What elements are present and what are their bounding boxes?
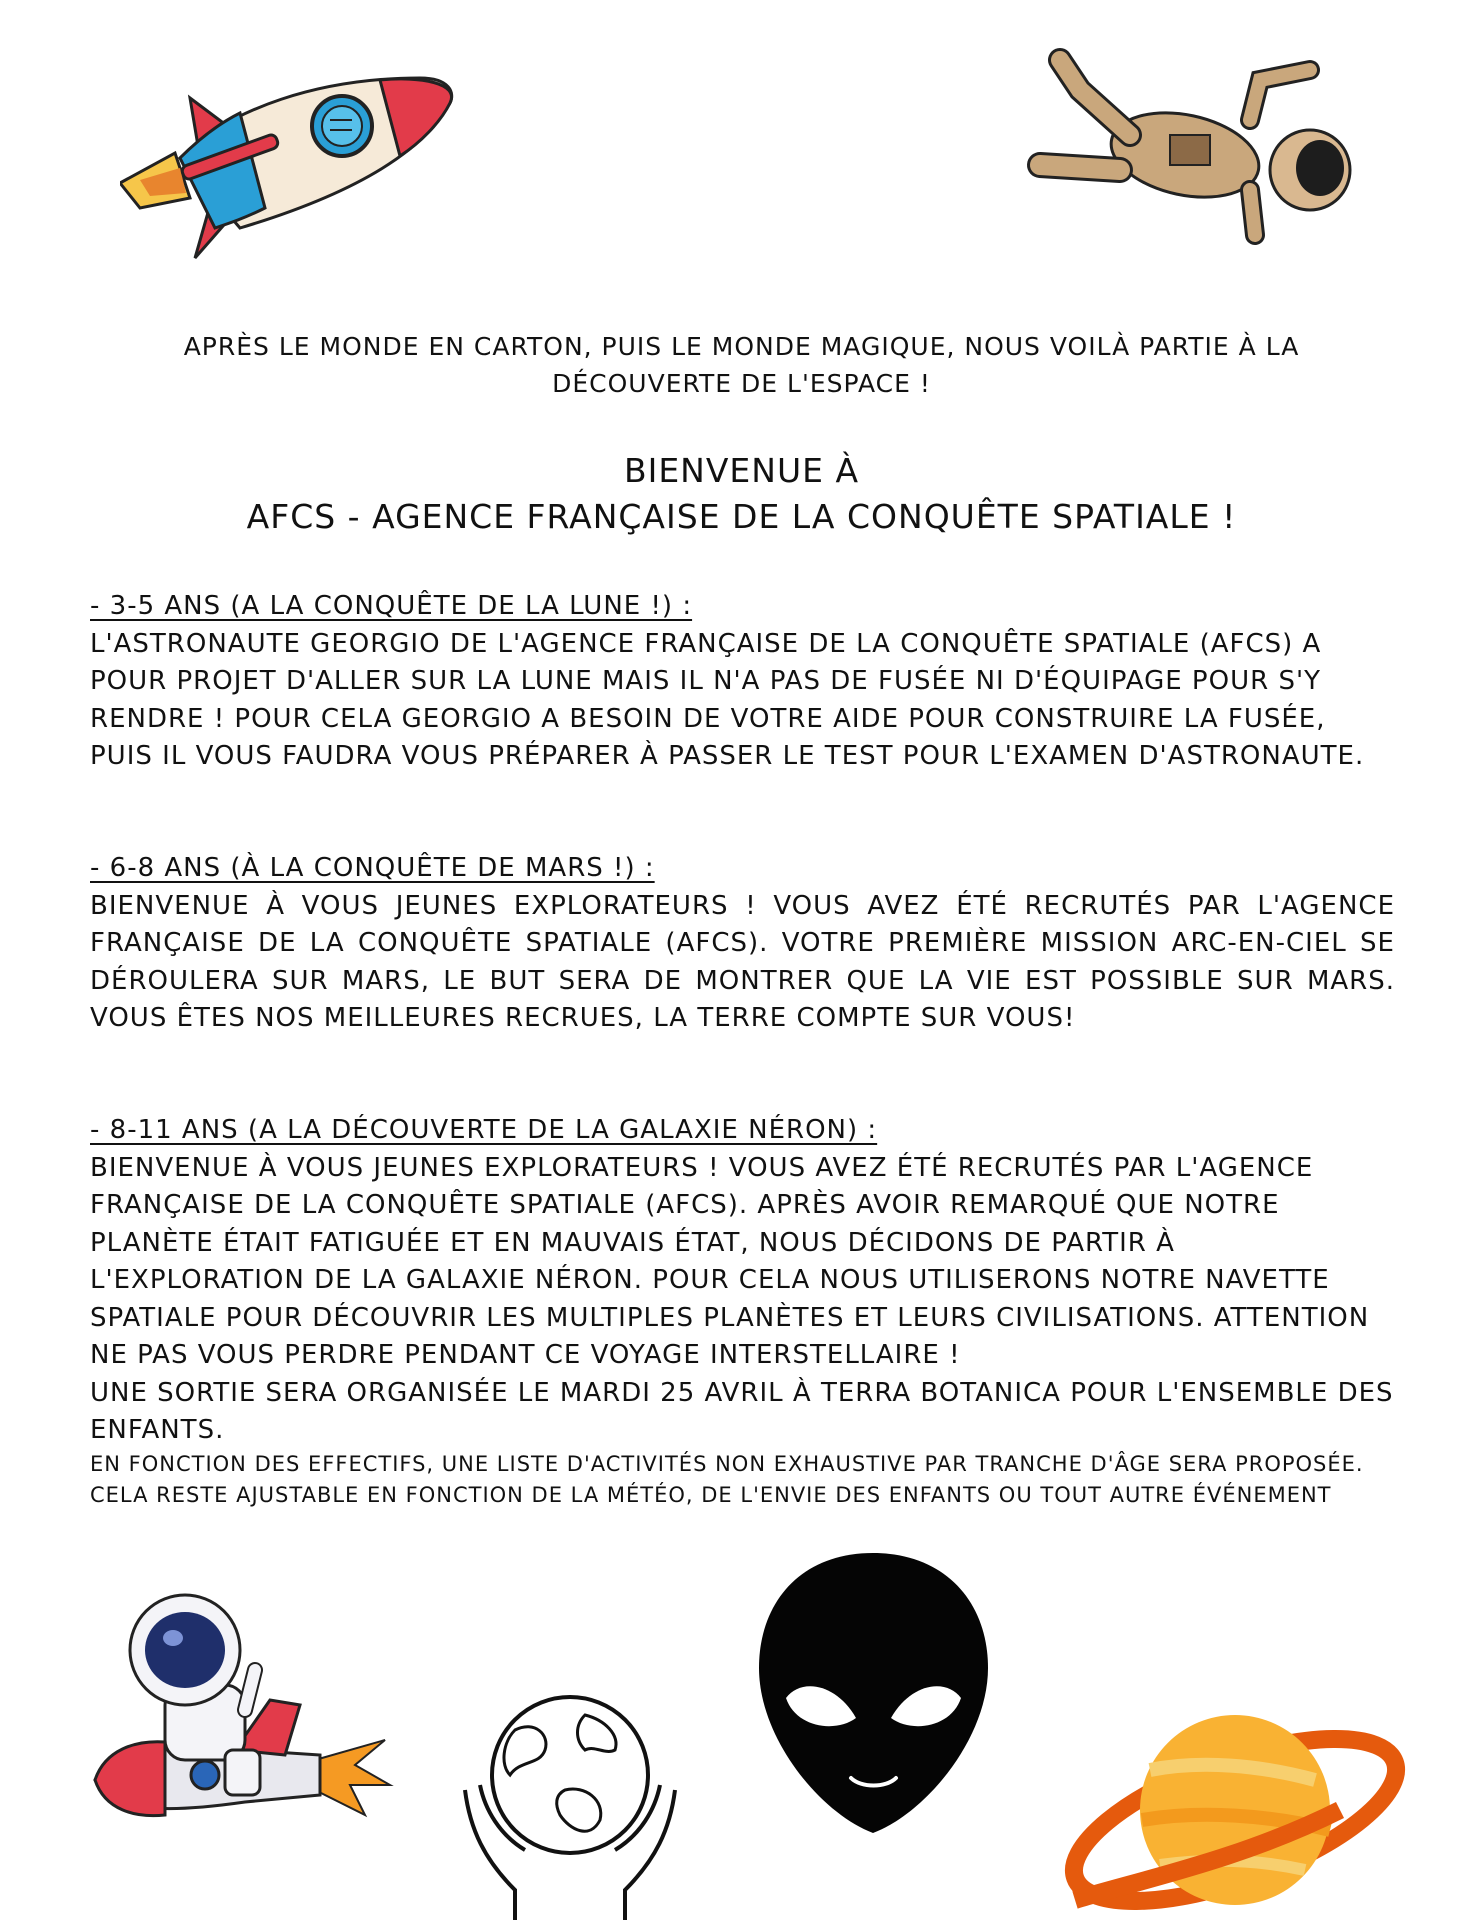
welcome-line-1: BIENVENUE À bbox=[623, 451, 860, 490]
welcome-block bbox=[100, 448, 1383, 540]
alien-head-icon bbox=[756, 1548, 991, 1838]
section-body: BIENVENUE À VOUS JEUNES EXPLORATEURS ! VOUS AVEZ ÉTÉ RECRUTÉS PAR L'AGENCE FRANÇAISE DE LA CONQUÊTE SPATIALE (AFCS). VOTRE PREMIÈRE MISSION ARC-EN-CIEL SE DÉROULERA SUR MARS, LE BUT SERA DE MONTRER QUE LA VIE EST POSSIBLE SUR MARS. VOUS ÊTES NOS MEILLEURES RECRUES, LA TERRE COMPTE SUR VOUS! bbox=[90, 890, 1395, 1033]
section-3-5-ans bbox=[90, 588, 1395, 776]
astronaut-on-rocket-icon bbox=[85, 1590, 395, 1840]
welcome-title: AFCS - AGENCE FRANÇAISE DE LA CONQUÊTE SPATIALE ! bbox=[246, 497, 1237, 536]
rocket-icon bbox=[120, 68, 460, 268]
section-heading: - 8-11 ANS (A LA DÉCOUVERTE DE LA GALAXIE NÉRON) : bbox=[90, 1115, 878, 1145]
floating-astronaut-icon bbox=[1020, 40, 1370, 250]
section-body: BIENVENUE À VOUS JEUNES EXPLORATEURS ! VOUS AVEZ ÉTÉ RECRUTÉS PAR L'AGENCE FRANÇAISE DE LA CONQUÊTE SPATIALE (AFCS). APRÈS AVOIR REMARQUÉ QUE NOTRE PLANÈTE ÉTAIT FATIGUÉE ET EN MAUVAIS ÉTAT, NOUS DÉCIDONS DE PARTIR À L'EXPLORATION DE LA GALAXIE NÉRON. POUR CELA NOUS UTILISERONS NOTRE NAVETTE SPATIALE POUR DÉCOUVRIR LES MULTIPLES PLANÈTES ET LEURS CIVILISATIONS. ATTENTION NE PAS VOUS PERDRE PENDANT CE VOYAGE INTERSTELLAIRE ! bbox=[90, 1152, 1370, 1370]
section-body: L'ASTRONAUTE GEORGIO DE L'AGENCE FRANÇAISE DE LA CONQUÊTE SPATIALE (AFCS) A POUR PROJET D'ALLER SUR LA LUNE MAIS IL N'A PAS DE FUSÉE NI D'ÉQUIPAGE POUR S'Y RENDRE ! POUR CELA GEORGIO A BESOIN DE VOTRE AIDE POUR CONSTRUIRE LA FUSÉE, PUIS IL VOUS FAUDRA VOUS PRÉPARER À PASSER LE TEST POUR L'EXAMEN D'ASTRONAUTE. bbox=[90, 628, 1365, 771]
section-heading: - 6-8 ANS (À LA CONQUÊTE DE MARS !) : bbox=[90, 853, 655, 883]
intro-text: APRÈS LE MONDE EN CARTON, PUIS LE MONDE MAGIQUE, NOUS VOILÀ PARTIE À LA DÉCOUVERTE DE L'ESPACE ! bbox=[183, 332, 1300, 398]
section-6-8-ans bbox=[90, 850, 1395, 1038]
activities-note: EN FONCTION DES EFFECTIFS, UNE LISTE D'ACTIVITÉS NON EXHAUSTIVE PAR TRANCHE D'ÂGE SERA PROPOSÉE. CELA RESTE AJUSTABLE EN FONCTION DE LA MÉTÉO, DE L'ENVIE DES ENFANTS OU TOUT AUTRE ÉVÉNEMENT bbox=[90, 1452, 1364, 1507]
section-8-11-ans bbox=[90, 1112, 1395, 1450]
section-heading: - 3-5 ANS (A LA CONQUÊTE DE LA LUNE !) : bbox=[90, 591, 693, 621]
outing-announcement: UNE SORTIE SERA ORGANISÉE LE MARDI 25 AVRIL À TERRA BOTANICA POUR L'ENSEMBLE DES ENFANTS. bbox=[90, 1377, 1394, 1445]
saturn-planet-icon bbox=[1060, 1700, 1410, 1920]
earth-in-hands-icon bbox=[455, 1690, 685, 1920]
